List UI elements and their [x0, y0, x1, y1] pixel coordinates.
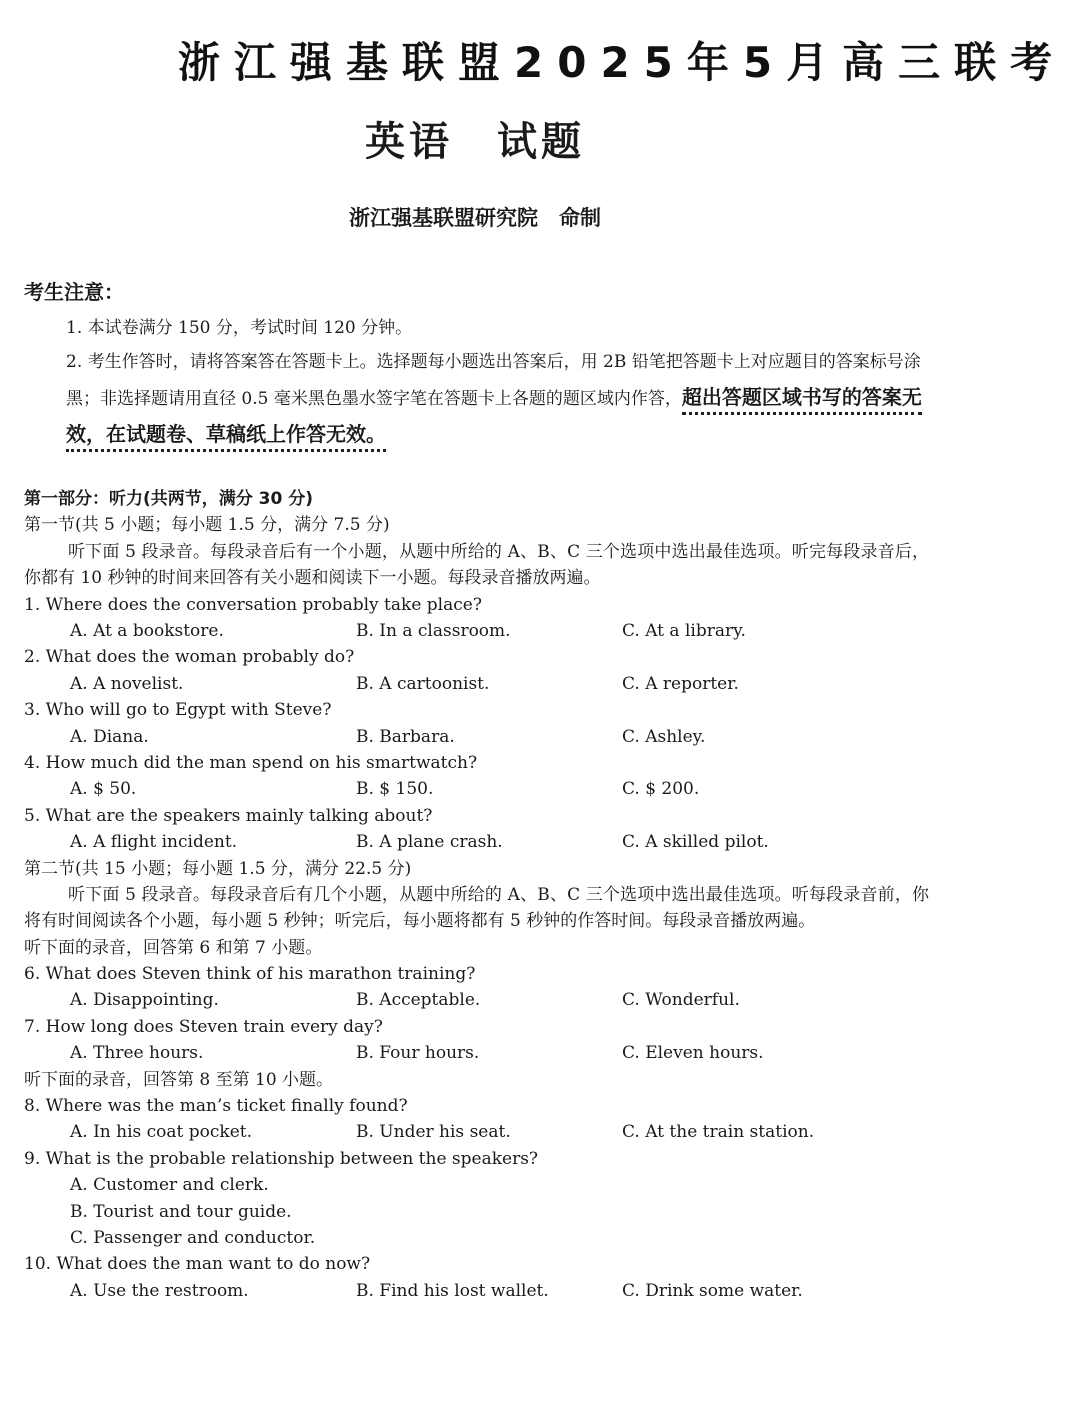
- option-a: A. Customer and clerk.: [70, 1175, 269, 1196]
- listening-section: [24, 486, 929, 1304]
- question-options: [24, 724, 929, 750]
- notice-item-2-text: 2. 考生作答时，请将答案答在答题卡上。选择题每小题选出答案后，用 2B 铅笔把答题卡上对应题目的答案标号涂黑；非选择题请用直径 0.5 毫米黑色墨水签字笔在答题卡上各题的题区域内作答，: [66, 352, 921, 409]
- question-stem: 9. What is the probable relationship between the speakers?: [24, 1148, 539, 1169]
- option-b: B. In a classroom.: [356, 620, 511, 641]
- page-subtitle: 浙江强基联盟研究院 命制: [349, 206, 601, 230]
- option-b: B. A plane crash.: [356, 832, 503, 853]
- option-b: B. Barbara.: [356, 726, 455, 747]
- option-a: A. At a bookstore.: [70, 620, 224, 641]
- question-options: [24, 776, 929, 802]
- option-c: C. Passenger and conductor.: [70, 1228, 316, 1248]
- question-options: [24, 1040, 929, 1066]
- option-b: B. Acceptable.: [356, 990, 481, 1011]
- part1-heading: 第一部分：听力(共两节，满分 30 分): [24, 489, 314, 509]
- option-c: C. A reporter.: [622, 673, 739, 694]
- question-stem: 3. Who will go to Egypt with Steve?: [24, 700, 332, 721]
- exam-banner-text: 浙江强基联盟2025年5月高三联考: [178, 38, 1066, 87]
- question-stem: 6. What does Steven think of his marathon training?: [24, 964, 476, 985]
- option-a: A. Use the restroom.: [70, 1280, 249, 1301]
- question-stem: 8. Where was the man’s ticket finally found?: [24, 1096, 408, 1117]
- section2-instructions: 听下面 5 段录音。每段录音后有几个小题，从题中所给的 A、B、C 三个选项中选出最佳选项。听每段录音前，你将有时间阅读各个小题，每小题 5 秒钟；听完后，每小题将都有 5 秒钟的作答时间。每段录音播放两遍。: [24, 884, 929, 932]
- option-b: B. Find his lost wallet.: [356, 1280, 549, 1301]
- notice-item-2-emphasis: 超出答题区域书写的答案无效，在试题卷、草稿纸上作答无效。: [66, 385, 922, 452]
- question-options: [24, 829, 929, 855]
- option-b: B. $ 150.: [356, 779, 434, 800]
- option-c: C. Drink some water.: [622, 1280, 803, 1301]
- option-b: B. Four hours.: [356, 1043, 480, 1064]
- option-c: C. A skilled pilot.: [622, 832, 769, 853]
- option-a: A. Diana.: [70, 726, 149, 747]
- group-instruction: 听下面的录音，回答第 8 至第 10 小题。: [24, 1069, 334, 1090]
- option-a: A. Disappointing.: [70, 990, 219, 1011]
- question-stem: 4. How much did the man spend on his smartwatch?: [24, 752, 478, 773]
- notice-item-1: 1. 本试卷满分 150 分，考试时间 120 分钟。: [66, 318, 413, 338]
- page-bottom-crop: [0, 1342, 950, 1420]
- option-a: A. A novelist.: [70, 673, 184, 694]
- section1-instructions: 听下面 5 段录音。每段录音后有一个小题，从题中所给的 A、B、C 三个选项中选出最佳选项。听完每段录音后，你都有 10 秒钟的时间来回答有关小题和阅读下一小题。每段录音播放两遍。: [24, 541, 929, 589]
- option-a: A. In his coat pocket.: [70, 1122, 253, 1143]
- option-a: A. $ 50.: [70, 779, 137, 800]
- cut-off-exam-banner: [0, 0, 1066, 87]
- option-b: B. A cartoonist.: [356, 673, 490, 694]
- option-c: C. At the train station.: [622, 1122, 815, 1143]
- section1-heading: 第一节(共 5 小题；每小题 1.5 分，满分 7.5 分): [24, 515, 390, 536]
- option-c: C. Wonderful.: [622, 990, 740, 1011]
- question-stem: 5. What are the speakers mainly talking about?: [24, 805, 433, 826]
- question-options: [24, 618, 929, 644]
- notice-item-2: [66, 345, 926, 454]
- question-stem: 1. Where does the conversation probably take place?: [24, 594, 482, 615]
- option-c: C. $ 200.: [622, 779, 700, 800]
- option-b: B. Tourist and tour guide.: [70, 1201, 292, 1222]
- question-stem: 10. What does the man want to do now?: [24, 1254, 371, 1275]
- notice-heading: 考生注意：: [24, 280, 124, 304]
- option-c: C. Ashley.: [622, 726, 706, 747]
- question-stem: 2. What does the woman probably do?: [24, 647, 355, 668]
- question-options: [24, 987, 929, 1013]
- question-options: [24, 671, 929, 697]
- question-stem: 7. How long does Steven train every day?: [24, 1016, 383, 1037]
- option-a: A. A flight incident.: [70, 832, 238, 853]
- page-title: 英语 试题: [365, 119, 585, 165]
- question-options: [24, 1119, 929, 1145]
- group-instruction: 听下面的录音，回答第 6 和第 7 小题。: [24, 937, 323, 958]
- section2-heading: 第二节(共 15 小题；每小题 1.5 分，满分 22.5 分): [24, 858, 412, 879]
- option-a: A. Three hours.: [70, 1043, 204, 1064]
- option-c: C. At a library.: [622, 620, 746, 641]
- option-c: C. Eleven hours.: [622, 1043, 764, 1064]
- option-b: B. Under his seat.: [356, 1122, 511, 1143]
- question-options: [24, 1278, 929, 1304]
